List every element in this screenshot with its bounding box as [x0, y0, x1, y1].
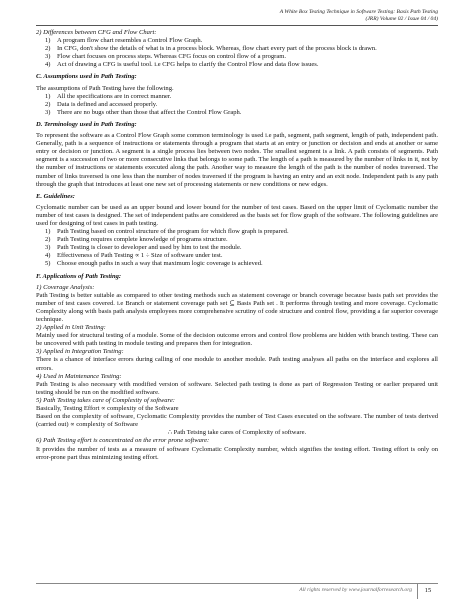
article-body	[36, 29, 438, 462]
complexity-title: 5) Path Testing takes care of Complexity of software:	[36, 396, 175, 404]
running-header-issue: (JRR) Volume 02 / Issue 04 / 04)	[365, 16, 438, 22]
complexity-line: Basically, Testing Effort ∝ complexity of the Software	[36, 405, 179, 413]
guidelines-list	[36, 228, 438, 268]
section-c-intro: The assumptions of Path Testing have the following.	[36, 84, 174, 92]
unit-testing-paragraph: Mainly used for structural testing of a module. Some of the decision outcome errors and control flow problems are hidden with branch testing. These can be uncovered with path testing in module testing and prepares then for integration.	[36, 332, 438, 348]
list-item: 4) Act of drawing a CFG is useful tool. i.e CFG helps to clarify the Control Flow and data flow issues.	[45, 61, 319, 69]
list-item: 3) There are no bugs other than those that affect the Control Flow Graph.	[45, 108, 242, 116]
list-item: 1) All the specifications are in correct manner.	[45, 92, 172, 100]
list-item: 2) Data is defined and accessed properly.	[45, 100, 158, 108]
unit-testing-title: 2) Applied in Unit Testing:	[36, 324, 106, 332]
section-d-paragraph: To represent the software as a Control Flow Graph some common terminology is used i.e path, segment, path segment, length of path, independent path. Generally, path is a sequence of instructions or statements through a program that starts at an entry or junction or decision and ends at another or same entry or decision or junction. A segment is a single process lies between two nodes. The smallest segment is a link. A path consists of segments. Path segment is a succession of two or more consecutive links that belongs to some path. The length of a path is measured by the number of links in it, not by the number of instructions or statements executed along the path. Another way to measure the length of the path is the number of nodes traversed. The number of links traversed is one less than the number of nodes traversed if the program is having an entry and an exit node. Independent path is any path through the graph that introduces at least one new set of processing statements or new conditions or new edges.	[36, 132, 438, 188]
maintenance-testing-title: 4) Used in Maintenance Testing:	[36, 372, 122, 380]
running-header-title: A White Box Testing Technique in Software Testing: Basis Path Testing	[279, 9, 438, 15]
section-e-paragraph: Cyclomatic number can be used as an upper bound and lower bound for the number of test cases. Based on the upper limit of Cyclomatic number the number of test cases is designed. The set of independent paths are considered as the basis set for flow graph of the software. The following guidelines are used for designing of test cases in path testing.	[36, 203, 438, 227]
coverage-analysis-title: 1) Coverage Analysis:	[36, 283, 95, 291]
page-footer	[36, 583, 438, 595]
list-item: 3) Flow chart focuses on process steps. Whereas CFG focus on control flow of a program.	[45, 53, 286, 61]
list-item: 4) Effectiveness of Path Testing ∝ 1 ÷ Size of software under test.	[45, 252, 223, 260]
header-divider	[36, 25, 438, 26]
list-item: 1) A program flow chart resembles a Control Flow Graph.	[45, 37, 203, 45]
assumptions-list	[36, 93, 438, 117]
maintenance-testing-paragraph: Path Testing is also necessary with modified version of software. Selected path testing is done as part of Regression Testing or earlier prepared unit testing should be run on the modified software.	[36, 380, 438, 396]
error-prone-title: 6) Path Testing effort is concentrated on the error prone software:	[36, 437, 210, 445]
section-e-heading: E. Guidelines:	[36, 192, 75, 200]
list-item: 2) In CFG, don't show the details of what is in a process block. Whereas, flow chart every part of the process block is drawn.	[45, 45, 377, 53]
integration-testing-paragraph: There is a chance of interface errors during calling of one module to another module. Path testing analyses all paths on the interface and explores all errors.	[36, 356, 438, 372]
section-d-heading: D. Terminology used in Path Testing:	[36, 120, 137, 128]
complexity-conclusion: ∴ Path Tetsing take cares of Complexity of software.	[167, 429, 307, 437]
cfg-vs-flowchart-heading: 2) Differences between CFG and Flow Chart:	[36, 29, 157, 36]
section-c-heading: C. Assumptions used in Path Testing:	[36, 73, 137, 81]
integration-testing-title: 3) Applied in Integration Testing:	[36, 348, 124, 356]
coverage-analysis-paragraph: Path Testing is better suitable as compared to other testing methods such as statement coverage or branch coverage because basis path set provides the number of test cases covered. i.e Branch or statement coverage path set ⊆ Basis Path set . It performs through testing and more coverage. Cyclomatic Complexity along with basis path analysis employees more comprehensive scrutiny of code structure and control flow, providing a far superior coverage technique.	[36, 291, 438, 323]
footer-rights-text: All rights reserved by www.journalforresearch.org	[299, 587, 412, 593]
list-item: 3) Path Testing is closer to developer and used by him to test the module.	[45, 244, 242, 252]
page-number: 15	[417, 583, 438, 599]
error-prone-paragraph: It provides the number of tests as a measure of software Cyclomatic Complexity number, which signifies the testing effort. Testing effort is only on error-prone part thus minimizing testing effort.	[36, 445, 438, 461]
list-item: 5) Choose enough paths in such a way that maximum logic coverage is achieved.	[45, 260, 263, 268]
complexity-paragraph: Based on the complexity of software, Cyclomatic Complexity provides the number of Test Cases executed on the software. The number of tests derived (carried out) ∝ complexity of Software	[36, 413, 438, 429]
list-item: 2) Path Testing requires complete knowledge of programs structure.	[45, 236, 228, 244]
cfg-vs-flowchart-list	[36, 37, 438, 69]
running-header	[280, 9, 438, 23]
section-f-heading: F. Applications of Path Testing:	[36, 272, 122, 280]
footer-divider	[36, 583, 438, 584]
list-item: 1) Path Testing based on control structure of the program for which flow graph is prepared.	[45, 228, 289, 236]
